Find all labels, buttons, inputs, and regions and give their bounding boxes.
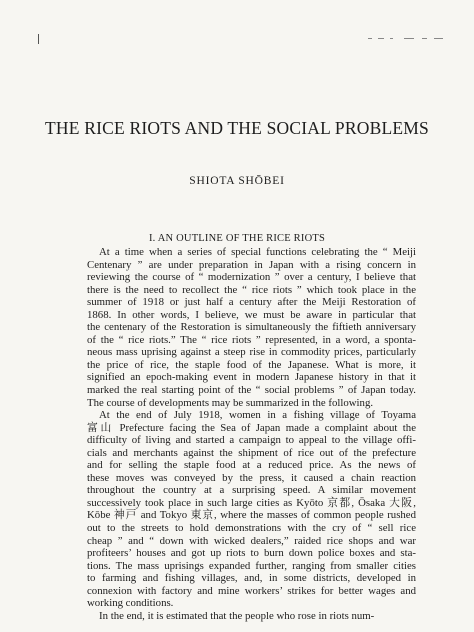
text-line: reviewing the course of “ modernization ” over a century, I believe that xyxy=(87,271,416,284)
text-line: tions. The mass uprisings expanded further, ranging from smaller cities xyxy=(87,559,416,572)
scan-edge-marks xyxy=(360,38,450,40)
article-body xyxy=(87,246,416,622)
text-line: cheap ” and “ down with wicked dealers,” raided rice shops and war xyxy=(87,534,416,547)
section-heading: I. AN OUTLINE OF THE RICE RIOTS xyxy=(148,233,326,244)
author-name: SHIOTA SHŌBEI xyxy=(189,175,285,187)
text-line: In the end, it is estimated that the people who rose in riots num- xyxy=(99,609,375,622)
text-line: these moves was conveyed by the press, it caused a chain reaction xyxy=(87,471,416,484)
text-line: profiteers’ houses and got up riots to burn down police boxes and sta- xyxy=(87,547,416,560)
paragraph xyxy=(87,409,416,610)
text-line: At a time when a series of special functions celebrating the “ Meiji xyxy=(99,246,416,258)
text-line: Kōbe 神戸 and Tokyo 東京, where the masses of common people rushed xyxy=(87,509,416,522)
text-line: of the “ rice riots.” The “ rice riots ” represented, in a word, a sponta- xyxy=(87,333,416,346)
text-line: cials and merchants against the shipment of rice out of the prefecture xyxy=(87,446,416,459)
text-line: Centenary ” are under preparation in Japan with a rising concern in xyxy=(87,258,416,271)
text-line: 富山 Prefecture facing the Sea of Japan made a complaint about the xyxy=(87,421,416,434)
text-line: out to the streets to hold demonstrations with the cry of “ sell rice xyxy=(87,522,416,535)
text-line: to farming and fishing villages, and, in some districts, developed in xyxy=(87,572,416,585)
text-line: successively took place in such large cities as Kyōto 京都, Ōsaka 大阪, xyxy=(87,496,416,509)
text-line: there is the need to recollect the “ rice riots ” which took place in the xyxy=(87,283,416,296)
text-line: neous mass uprising against a steep rise in commodity prices, particularly xyxy=(87,346,416,359)
text-line: connexion with factory and mine workers’ strikes for better wages and xyxy=(87,584,416,597)
text-line: 1868. In other words, I believe, we must be aware in particular that xyxy=(87,308,416,321)
text-line: and for selling the staple food at a reduced price. As the news of xyxy=(87,459,416,472)
text-line: marked the real starting point of the “ social problems ” of Japan today. xyxy=(87,384,416,397)
text-line: summer of 1918 or just half a century after the Meiji Restoration of xyxy=(87,296,416,309)
paragraph xyxy=(87,246,416,409)
paragraph xyxy=(87,610,416,623)
text-line: working conditions. xyxy=(87,597,174,610)
text-line: At the end of July 1918, women in a fishing village of Toyama xyxy=(99,409,416,422)
text-line: The course of developments may be summarized in the following. xyxy=(87,396,374,409)
article-title: THE RICE RIOTS AND THE SOCIAL PROBLEMS xyxy=(45,118,429,138)
text-line: the price of rice, the staple food of the Japanese. What is more, it xyxy=(87,358,416,371)
text-line: difficulty of living and started a campaign to appeal to the village offi- xyxy=(87,434,416,447)
text-line: signified an epoch-making event in modern Japanese history in that it xyxy=(87,371,416,384)
scan-corner-mark xyxy=(38,34,39,44)
text-line: the centenary of the Restoration is simultaneously the fiftieth anniversary xyxy=(87,321,416,334)
text-line: throughout the country at a surprising speed. A similar movement xyxy=(87,484,416,497)
